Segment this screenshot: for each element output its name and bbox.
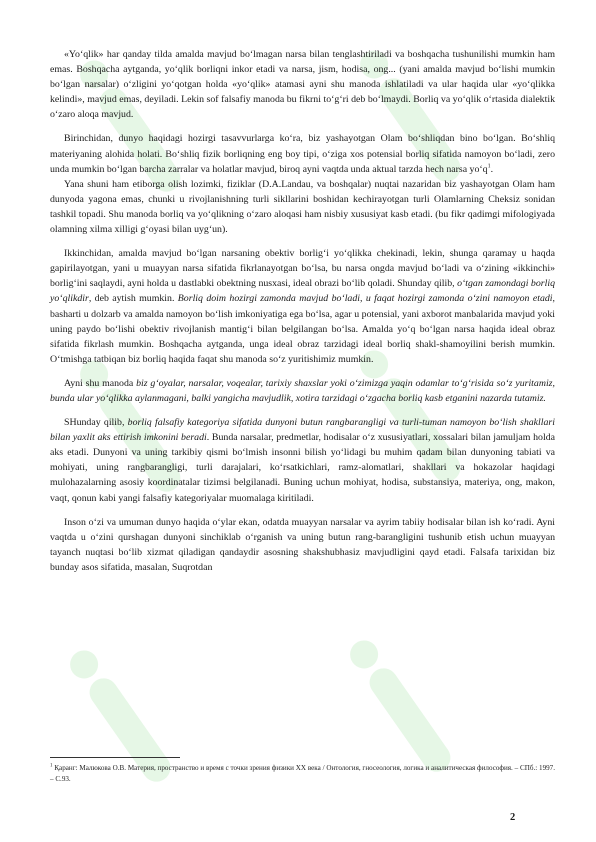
text-run: . Bunda narsalar, predmetlar, hodisalar o‘z xususiyatlari, xossalari bilan jamuljam holda aks etadi. Dunyoni va uning tarkibiy qismi bo‘lmish insonni bilish yo‘lidagi bu muhim qadam bilan dunyoning tabiati va mohiyati, uning rangbarangligi, turli darajalari, ko‘rsatkichlari, ramz-alomatlari, shakllari va hokazolar haqidagi mulohazalarning asosiy koordinatalar tizimsi belgilanadi. Buning uchun mohiyat, hodisa, substansiya, materiya, ong, makon, vaqt, qonun kabi yangi falsafiy kategoriyalar muomalaga kiritiladi. xyxy=(50,432,555,504)
paragraph xyxy=(50,47,555,122)
text-run: SHunday qilib, xyxy=(64,417,128,429)
footnote-number: 1 xyxy=(50,763,53,769)
text-run: , deb aytish mumkin. xyxy=(88,293,178,305)
text-run: «Yo‘qlik» har qanday tilda amalda mavjud bo‘lmagan narsa bilan tenglashtiriladi va boshqacha tushunilishi mumkin ham emas. Boshqacha aytganda, yo‘qlik borliqni inkor etadi va narsa, jism, hodisa, ong... (yani amalda mavjud bo‘lishi mumkin bo‘lgan narsalar) o‘zligini yo‘qotgan holda «yo‘qlik» atamasi ayni shu manoda ishlatiladi va ular haqida ular «yo‘qlikka kelindi», mavjud emas, deyiladi. Lekin sof falsafiy manoda bu fikrni to‘g‘ri deb bo‘lmaydi. Borliq va yo‘qlik o‘rtasida dialektik o‘zaro aloqa mavjud. xyxy=(50,49,555,121)
footnote-separator xyxy=(50,757,180,758)
text-run: , basharti u dolzarb va amalda namoyon bo‘lish imkoniyatiga ega bo‘lsa, agar u potensial, yani axborot manbalarida mavjud yoki uning paydo bo‘lishi obektiv rivojlanish mantig‘i bilan belgilangan bo‘lsa. Amalda yo‘q bo‘lgan narsa haqida ideal obraz sifatida fikrlash mumkin. Boshqacha aytganda, unga ideal obraz tarzidagi ideal borliq shakl-shamoyilini berish mumkin. O‘tmishga tatbiqan biz borliq haqida faqat shu manoda so‘z yuritishimiz mumkin. xyxy=(50,293,555,365)
text-run: Ayni shu manoda xyxy=(64,377,137,389)
italic-run: Borliq doim hozirgi zamonda mavjud bo‘ladi, u faqat hozirgi zamonda o‘zini namoyon etadi xyxy=(177,293,553,305)
italic-run: o‘tgan zamondagi borliq yo‘qlikdir xyxy=(50,278,555,305)
footnote-reference: 1 xyxy=(487,163,491,170)
text-run: Inson o‘zi va umuman dunyo haqida o‘ylar ekan, odatda muayyan narsalar va ayrim tabiiy hodisalar bilan ish ko‘radi. Ayni vaqtda u o‘zini qurshagan dunyoni sinchiklab o‘rganish va uning butun rang-barangligini tushunib etish uchun muayyan tayanch nuqtasi bo‘lib xizmat qiladigan qandaydir asosning shakshubhasiz mavjudligini qayd etadi. Falsafa tarixidan biz bunday asos sifatida, masalan, Suqrotdan xyxy=(50,516,555,573)
text-run: . xyxy=(490,163,494,175)
text-run: Birinchidan, dunyo haqidagi hozirgi tasavvurlarga ko‘ra, biz yashayotgan Olam bo‘shliqdan bino bo‘lgan. Bo‘shliq materiyaning alohida holati. Bo‘shliq fizik borliqning eng boy tipi, o‘ziga xos potensial borliq sifatida namoyon bo‘ladi, zero unda mumkin bo‘lgan barcha zarralar va holatlar mavjud, biroq ayni vaqtda unda aktual tarzda hech narsa yo‘q xyxy=(50,133,555,175)
paragraph xyxy=(50,376,555,406)
italic-run: biz g‘oyalar, narsalar, voqealar, tarixiy shaxslar yoki o‘zimizga yaqin odamlar to‘g‘risida so‘z yuritamiz, bunda ular yo‘qlikka aylanmagani, balki yangicha mavjudlik, xotira tarzidagi o‘zgacha borliq kasb etganini nazarda tutamiz. xyxy=(50,377,555,404)
main-text xyxy=(50,47,555,584)
paragraph xyxy=(50,246,555,367)
paragraph xyxy=(50,415,555,506)
paragraph xyxy=(50,515,555,575)
text-run: Ikkinchidan, amalda mavjud bo‘lgan narsaning obektiv borlig‘i yo‘qlikka chekinadi, lekin, shunga qaramay u haqda gapirilayotgan, yani u muayyan narsa sifatida fikrlanayotgan bo‘lsa, bu narsa ongda mavjud bo‘ladi va o‘zining «ikkinchi» borlig‘ini saqlaydi, ayni holda u dastlabki obektning nusxasi, ideal obrazi bo‘lib qoladi. Shunday qilib, xyxy=(50,248,555,290)
footnote-text: Қаранг: Малюкова О.В. Материя, пространство и время с точки зрения физики XX века / Онтология, гносеология, логика и аналитическая философия. – СПб.: 1997. – С.93. xyxy=(50,764,555,783)
paragraph xyxy=(50,131,555,176)
paragraph xyxy=(50,177,555,237)
page-number: 2 xyxy=(510,812,516,823)
footnote xyxy=(50,763,555,785)
text-run: Yana shuni ham etiborga olish lozimki, fiziklar (D.A.Landau, va boshqalar) nuqtai nazaridan biz yashayotgan Olam ham dunyoda yagona emas, chunki u rivojlanishning turli sikllarini boshidan kechirayotgan turli Olamlarning Cheksiz sonidan tashkil topadi. Shu manoda borliq va yo‘qlikning o‘zaro aloqasi ham nisbiy xususiyat kasb etadi. (bu fikr qadimgi mifologiyada olamning xilma xilligi g‘oyasi bilan uyg‘un). xyxy=(50,178,555,236)
italic-run: borliq falsafiy kategoriya sifatida dunyoni butun rangbarangligi va turli-tuman namoyon bo‘lish shakllari bilan yaxlit aks ettirish imkonini beradi xyxy=(50,417,555,444)
